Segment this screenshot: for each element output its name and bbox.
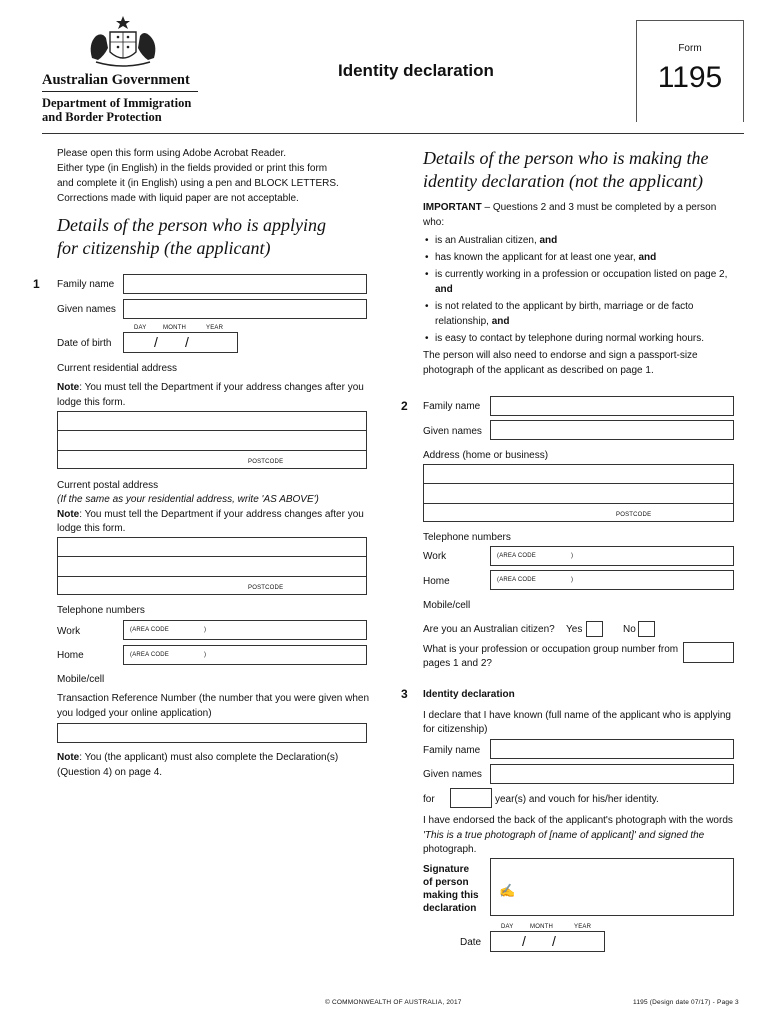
applicant-work-phone-field[interactable] [123, 620, 367, 640]
form-number: 1195 [657, 61, 723, 94]
declarer-work-phone-field[interactable] [490, 546, 734, 566]
form-label: Form [678, 43, 702, 54]
residential-postcode-label: POSTCODE [248, 459, 284, 465]
intro-line-4: Corrections made with liquid paper are not acceptable. [57, 193, 299, 204]
page-title: Identity declaration [338, 61, 494, 80]
applicant-home-phone-field[interactable] [123, 645, 367, 665]
requirement-item: • has known the applicant for at least one year, and [423, 250, 733, 265]
years-vouch-text: year(s) and vouch for his/her identity. [495, 794, 659, 805]
requirement-item: • is currently working in a profession or occupation listed on page 2, and [423, 267, 733, 297]
declarer-family-name-label: Family name [423, 401, 481, 412]
applicant-given-names-label: Given names [57, 304, 116, 315]
applicant-dob-label: Date of birth [57, 338, 112, 349]
applicant-dob-field[interactable] [123, 332, 238, 353]
declaration-given-names-field[interactable] [490, 764, 734, 784]
declarer-home-label: Home [423, 576, 450, 587]
residential-note [57, 382, 364, 393]
header-divider [42, 133, 744, 134]
applicant-dob-year-label: YEAR [206, 325, 224, 331]
profession-question-2: pages 1 and 2? [423, 658, 492, 669]
declarer-address-label: Address (home or business) [423, 450, 549, 461]
postal-address-label: Current postal address [57, 480, 159, 491]
postal-note-text: : You must tell the Department if your address changes after you [79, 509, 364, 520]
intro-line-1: Please open this form using Adobe Acrobat Reader. [57, 148, 287, 159]
question-3-number: 3 [401, 687, 408, 701]
form-number-box [636, 20, 744, 122]
date-slash-2: / [552, 933, 556, 949]
endorse-text-1: I have endorsed the back of the applicant's photograph with the words [423, 815, 733, 826]
declarer-heading-1: Details of the person who is making the [423, 148, 709, 168]
for-label: for [423, 794, 435, 805]
gov-name: Australian Government [42, 72, 190, 88]
applicant-family-name-label: Family name [57, 279, 115, 290]
applicant-telephone-label: Telephone numbers [57, 605, 145, 616]
declaration-family-name-label: Family name [423, 745, 481, 756]
declarer-address-field[interactable] [423, 464, 734, 522]
address-line-divider [58, 430, 366, 431]
declare-text-2: for citizenship) [423, 724, 488, 735]
work-area-code-close: ) [204, 627, 207, 633]
intro-line-3: and complete it (in English) using a pen and BLOCK LETTERS. [57, 178, 339, 189]
endorse-text-2: 'This is a true photograph of [name of applicant]' and signed the [423, 830, 705, 841]
signature-label-4: declaration [423, 903, 477, 914]
declarer-mobile-label: Mobile/cell [423, 600, 471, 611]
address-line-divider [58, 450, 366, 451]
declarer-given-names-field[interactable] [490, 420, 734, 440]
declarer-home-area-code: (AREA CODE [497, 577, 537, 583]
final-note-bold: Note [57, 752, 80, 763]
declarer-home-area-close: ) [571, 577, 574, 583]
citizen-no-label: No [623, 624, 636, 635]
postal-postcode-label: POSTCODE [248, 585, 284, 591]
sign-date-label: Date [460, 937, 482, 948]
signature-field[interactable] [490, 858, 734, 916]
requirement-item: • is an Australian citizen, and [423, 233, 733, 248]
address-line-divider [424, 503, 733, 504]
home-area-code-label: (AREA CODE [130, 652, 170, 658]
requirement-item: • is easy to contact by telephone during normal working hours. [423, 331, 733, 346]
applicant-final-note-line-2: (Question 4) on page 4. [57, 767, 163, 778]
postal-note [57, 509, 364, 520]
gov-name-rule [42, 91, 198, 92]
declaration-family-name-field[interactable] [490, 739, 734, 759]
address-line-divider [58, 556, 366, 557]
footer-copyright: © COMMONWEALTH OF AUSTRALIA, 2017 [325, 999, 462, 1006]
applicant-dob-month-label: MONTH [163, 325, 186, 331]
trn-label-2: you lodged your online application) [57, 708, 212, 719]
applicant-mobile-label: Mobile/cell [57, 674, 105, 685]
trn-label-1: Transaction Reference Number (the number that you were given when [57, 693, 370, 704]
sign-date-year-label: YEAR [574, 924, 592, 930]
citizen-yes-checkbox[interactable] [586, 621, 603, 637]
declarer-postcode-label: POSTCODE [616, 512, 652, 518]
residential-address-label: Current residential address [57, 363, 178, 374]
residential-note-text: : You must tell the Department if your address changes after you [79, 382, 364, 393]
profession-question-1: What is your profession or occupation group number from [423, 644, 679, 655]
important-text: – Questions 2 and 3 must be completed by a person [481, 202, 717, 213]
postal-address-field[interactable] [57, 537, 367, 595]
declarer-given-names-label: Given names [423, 426, 482, 437]
work-area-code-label: (AREA CODE [130, 627, 170, 633]
applicant-family-name-field[interactable] [123, 274, 367, 294]
address-line-divider [424, 483, 733, 484]
department-line-2: and Border Protection [42, 110, 162, 124]
requirements-list [423, 233, 733, 348]
citizen-yes-label: Yes [566, 624, 583, 635]
applicant-given-names-field[interactable] [123, 299, 367, 319]
final-note-text: : You (the applicant) must also complete the Declaration(s) [79, 752, 339, 763]
declarer-telephone-label: Telephone numbers [423, 532, 511, 543]
important-text-line-2: who: [423, 217, 445, 228]
important-bold: IMPORTANT [423, 202, 482, 213]
profession-group-field[interactable] [683, 642, 734, 663]
passport-note-1: The person will also need to endorse and sign a passport-size [423, 350, 698, 361]
declarer-work-area-close: ) [571, 553, 574, 559]
coat-of-arms-logo [78, 14, 168, 70]
address-line-divider [58, 576, 366, 577]
postal-address-hint: (If the same as your residential address, write 'AS ABOVE') [57, 494, 319, 505]
declarer-work-label: Work [423, 551, 447, 562]
question-2-number: 2 [401, 399, 408, 413]
signature-label-1: Signature [423, 864, 470, 875]
intro-line-2: Either type (in English) in the fields provided or print this form [57, 163, 328, 174]
trn-field[interactable] [57, 723, 367, 743]
citizen-question: Are you an Australian citizen? [423, 624, 555, 635]
applicant-final-note [57, 752, 338, 763]
declarer-heading-2: identity declaration (not the applicant) [423, 171, 703, 191]
declarer-work-area-code: (AREA CODE [497, 553, 537, 559]
residential-address-field[interactable] [57, 411, 367, 469]
citizen-no-checkbox[interactable] [638, 621, 655, 637]
declaration-given-names-label: Given names [423, 769, 482, 780]
declare-text-1: I declare that I have known (full name of the applicant who is applying [423, 710, 731, 721]
footer-page-info: 1195 (Design date 07/17) - Page 3 [633, 999, 739, 1006]
sign-date-field[interactable] [490, 931, 605, 952]
question-1-number: 1 [33, 277, 40, 291]
signature-label-3: making this [423, 890, 479, 901]
residential-note-bold: Note [57, 382, 80, 393]
applicant-home-label: Home [57, 650, 84, 661]
passport-note-2: photograph of the applicant as described on page 1. [423, 365, 654, 376]
postal-note-bold: Note [57, 509, 80, 520]
department-line-1: Department of Immigration [42, 96, 192, 110]
applicant-dob-day-label: DAY [134, 325, 147, 331]
applicant-heading-2: for citizenship (the applicant) [57, 238, 271, 258]
important-notice [423, 202, 716, 213]
signature-label-2: of person [423, 877, 469, 888]
dob-slash-1: / [154, 334, 158, 350]
applicant-heading-1: Details of the person who is applying [57, 215, 326, 235]
postal-note-line-2: lodge this form. [57, 523, 126, 534]
dob-slash-2: / [185, 334, 189, 350]
pen-icon: ✍ [499, 883, 516, 898]
endorse-text-3: photograph. [423, 844, 477, 855]
residential-note-line-2: lodge this form. [57, 397, 126, 408]
applicant-work-label: Work [57, 626, 81, 637]
sign-date-month-label: MONTH [530, 924, 553, 930]
declarer-family-name-field[interactable] [490, 396, 734, 416]
years-known-field[interactable] [450, 788, 492, 808]
sign-date-day-label: DAY [501, 924, 514, 930]
home-area-code-close: ) [204, 652, 207, 658]
identity-declaration-heading: Identity declaration [423, 689, 515, 700]
date-slash-1: / [522, 933, 526, 949]
requirement-item: • is not related to the applicant by birth, marriage or de facto relationship, and [423, 299, 733, 329]
declarer-home-phone-field[interactable] [490, 570, 734, 590]
